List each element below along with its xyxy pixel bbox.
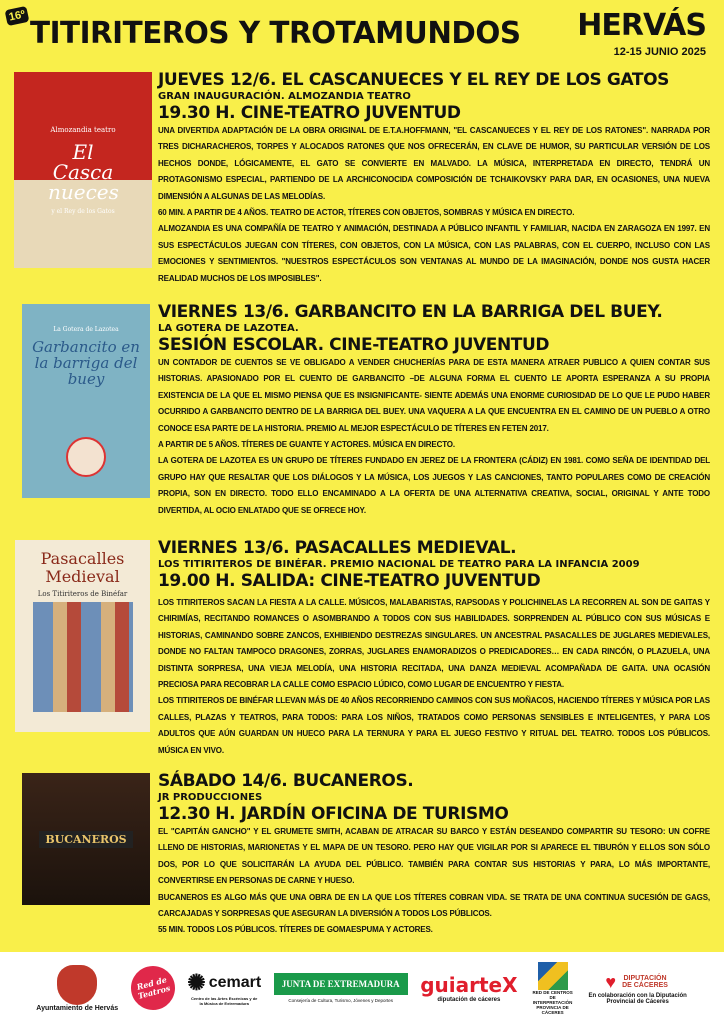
poster-company: La Gotera de Lazotea — [53, 325, 119, 333]
logo-red-de-teatros — [131, 966, 175, 1010]
company-description: LOS TITIRITEROS DE BINÉFAR LLEVAN MÁS DE 40 AÑOS RECORRIENDO CAMINOS CON SUS MOÑACOS, HACIENDO TÍTERES Y MÚSICA POR LAS CALLES, PLAZAS Y TEATROS, PARA TODOS: PARA LOS NIÑOS, TRATADOS COMO PERSONAS SENSIBLES E INTELIGENTES, Y PARA LOS ADULTOS QUE AÚN GUARDAN UN HUECO PARA LA TERNURA Y PARA EL JUEGO FESTIVO Y RITUAL DEL TEATRO. TODOS LOS PÚBLICOS. MÚSICA EN VIVO. — [158, 696, 710, 755]
event-summary: BUCANEROS ES ALGO MÁS QUE UNA OBRA DE EN LA QUE LOS TÍTERES COBRAN VIDA. SE TRATA DE UNA CONTINUA SUCESIÓN DE GAGS, CARCAJADAS Y SORPRESAS QUE ASEGURAN LA DIVERSIÓN A TODOS LOS PÚBLICOS. — [158, 892, 710, 919]
event-subtitle: JR PRODUCCIONES — [158, 792, 263, 803]
logo-junta-extremadura — [274, 973, 408, 1003]
event-description: LOS TITIRITEROS SACAN LA FIESTA A LA CALLE. MÚSICOS, MALABARISTAS, RAPSODAS Y POLICHINELAS LA RECORREN AL SON DE GAITAS Y CHIRIMÍAS, RECITANDO ROMANCES O ASOMBRANDO A TODOS CON SUS HABILIDADES. SORPRENDEN AL PÚBLICO CON SUS MÚSICAS E HISTORIAS, CAMINANDO SOBRE ZANCOS, EXHIBIENDO DESTREZAS SINGULARES. UN ANCESTRAL PASACALLES DE JUGLARES MEDIEVALES, DONDE NO FALTAN TAMPOCO DRAGONES, ZORRAS, JUGLARES ENAMORADIZOS O PREDICADORES… EN CADA RINCÓN, O PLAZUELA, UNA DISTINTA SORPRESA, UNA VIEJA MELODÍA, UNA HISTORIA RECITADA, UNA DANZA MEDIEVAL ACOMPAÑADA DE GAITA. UNA OCASIÓN PRECIOSA PARA RECOBRAR LA CALLE COMO ESPACIO LÚDICO, COMO LUGAR DE ENCUENTRO Y FIESTA. — [158, 598, 710, 690]
logo-ayuntamiento-hervas — [36, 965, 118, 1012]
event-time-venue: 12.30 H. JARDÍN OFICINA DE TURISMO — [158, 804, 509, 824]
poster-subtitle: y el Rey de los Gatos — [51, 207, 115, 215]
logo-name: cemart — [208, 974, 262, 991]
medieval-illustration — [33, 602, 133, 712]
logo-caption: diputación de cáceres — [437, 997, 501, 1003]
diputacion-emblem-icon: ♥ — [605, 971, 617, 992]
logo-caption: Ayuntamiento de Hervás — [36, 1004, 119, 1012]
poster-subtitle: Los Titiriteros de Binéfar — [37, 590, 128, 598]
event-heading: VIERNES 13/6. PASACALLES MEDIEVAL. — [158, 538, 517, 558]
event-subtitle: GRAN INAUGURACIÓN. ALMOZANDIA TEATRO — [158, 91, 411, 102]
red-centros-icon — [538, 962, 568, 990]
festival-title: TITIRITEROS Y TROTAMUNDOS — [30, 16, 521, 51]
event-poster-image — [15, 540, 150, 732]
event-description: UN CONTADOR DE CUENTOS SE VE OBLIGADO A VENDER CHUCHERÍAS PARA DE ESTA MANERA ATRAER PUBLICO A QUIEN CONTAR SUS HISTORIAS. APASIONADO POR EL CUENTO DE GARBANCITO –DE ALGUNA FORMA EL CUENTO LE APORTA ESPERANZA A SU PROPIA EXISTENCIA DE LA QUE EL MISMO PIENSA QUE ES INSIGNIFICANTE- SIENTE ADEMÁS UNA ENORME CURIOSIDAD DE LO QUE LE PUDO HABER OCURRIDO A GARBANCITO DENTRO DE LA BARRIGA DEL BUEY. UNA VAQUERA A LA QUE ENCUENTRA EN EL CAMINO DE UN PUEBLO A OTRO CONOCE ESA PARTE DE LA HISTORIA. PREMIO AL MEJOR ESPECTÁCULO DE TÍTERES EN FETEN 2017. — [158, 358, 710, 433]
festival-dates: 12-15 JUNIO 2025 — [613, 46, 706, 58]
event-description: UNA DIVERTIDA ADAPTACIÓN DE LA OBRA ORIGINAL DE E.T.A.HOFFMANN, "EL CASCANUECES Y EL REY DE LOS RATONES". NARRADA POR TRES DICHARACHEROS, TORPES Y ALOCADOS RATONES QUE NOS OFRECERÁN, EN CLAVE DE HUMOR, SU PARTICULAR VERSIÓN DE LOS HECHOS DONDE, LÓGICAMENTE, EL GATO SE CONVIERTE EN MALVADO. LA MÚSICA, INTERPRETADA EN DIRECTO, TENDRÁ UN PROTAGONISMO ESPECIAL, PARTIENDO DE LA ARCHICONOCIDA COMPOSICIÓN DE TCHAIKOVSKY PARA DAR, EN OCASIONES, UNA NUEVA DIMENSIÓN A ALGUNAS DE LAS MELODÍAS. — [158, 126, 710, 201]
logo-diputacion-caceres — [588, 972, 688, 1005]
poster-title: BUCANEROS — [39, 831, 132, 848]
event-poster-image — [14, 72, 152, 268]
company-description: ALMOZANDIA ES UNA COMPAÑÍA DE TEATRO Y ANIMACIÓN, DESTINADA A PÚBLICO INFANTIL Y FAMILIAR, NACIDA EN ZARAGOZA EN 1997. EN SUS ESPECTÁCULOS JUEGAN CON TÍTERES, CON OBJETOS, CON LA MÚSICA, CON LAS PALABRAS, CON EL CUERPO, INCLUSO CON LAS EMOCIONES Y SENTIMIENTOS. "NUESTROS ESPECTÁCULOS SON VENTANAS AL MUNDO DE LA IMAGINACIÓN, DONDE NOS GUSTA HACER REALIDAD MUCHOS DE LOS IMPOSIBLES". — [158, 224, 710, 283]
event-heading: VIERNES 13/6. GARBANCITO EN LA BARRIGA DEL BUEY. — [158, 302, 663, 322]
logo-name: guiarteX — [420, 973, 518, 997]
coat-of-arms-icon — [57, 965, 97, 1005]
event-time-venue: 19.30 H. CINE-TEATRO JUVENTUD — [158, 103, 461, 123]
poster-title: Garbancito en la barriga del buey — [32, 337, 140, 388]
event-details: 60 MIN. A PARTIR DE 4 AÑOS. TEATRO DE ACTOR, TÍTERES CON OBJETOS, SOMBRAS Y MÚSICA EN DIRECTO. — [158, 208, 575, 218]
poster-title: Pasacalles Medieval — [40, 549, 125, 586]
cemart-flower-icon: ✺ — [187, 970, 206, 995]
logo-caption: En colaboración con la Diputación Provincial de Cáceres — [588, 992, 687, 1005]
logo-guiartex — [420, 973, 517, 1003]
event-description: EL "CAPITÁN GANCHO" Y EL GRUMETE SMITH, ACABAN DE ATRACAR SU BARCO Y ESTÁN DESEANDO COMPARTIR SU TESORO: UN COFRE LLENO DE HISTORIAS, MARIONETAS Y EL MAPA DE UN TESORO. PERO HAY QUE VIGILAR POR SI APARECE EL TIBURÓN Y ELLOS SON SÓLO DOS, POR LO QUE SOLICITARÁN LA AYUDA DEL PÚBLICO. TAMBIÉN PARA CONTAR SUS HISTORIAS Y PARA, LO MÁS IMPORTANTE, CONVERTIRSE EN PERSONAS DE CARNE Y HUESO. — [158, 827, 710, 886]
event-time-venue: 19.00 H. SALIDA: CINE-TEATRO JUVENTUD — [158, 571, 541, 591]
event-details: A PARTIR DE 5 AÑOS. TÍTERES DE GUANTE Y ACTORES. MÚSICA EN DIRECTO. — [158, 440, 455, 450]
logo-red-centros-interpretacion — [530, 962, 575, 1015]
town-name: HERVÁS — [577, 8, 706, 43]
logo-caption: RED DE CENTROS DE INTERPRETACIÓN PROVINCIA DE CÁCERES — [532, 989, 573, 1015]
logo-cemart — [187, 970, 261, 1006]
sponsor-logos — [0, 952, 724, 1024]
logo-caption: Red de Teatros — [135, 974, 171, 1001]
logo-name: JUNTA DE EXTREMADURA — [274, 973, 408, 995]
poster-title: El Casca nueces — [48, 139, 119, 204]
event-subtitle: LOS TITIRITEROS DE BINÉFAR. PREMIO NACIONAL DE TEATRO PARA LA INFANCIA 2009 — [158, 559, 640, 570]
event-poster-image — [22, 304, 150, 498]
edition-badge: 16º — [5, 6, 30, 26]
character-illustration — [66, 437, 106, 477]
logo-caption: Consejería de Cultura, Turismo, Jóvenes y Deportes — [288, 998, 393, 1003]
event-heading: SÁBADO 14/6. BUCANEROS. — [158, 771, 414, 791]
event-poster-image — [22, 773, 150, 905]
red-de-teatros-icon — [126, 961, 180, 1015]
event-heading: JUEVES 12/6. EL CASCANUECES Y EL REY DE LOS GATOS — [158, 70, 670, 90]
company-description: LA GOTERA DE LAZOTEA ES UN GRUPO DE TÍTERES FUNDADO EN JEREZ DE LA FRONTERA (CÁDIZ) EN 1981. COMO SEÑA DE IDENTIDAD DEL GRUPO HAY QUE RESALTAR QUE LOS DIÁLOGOS Y LA MÚSICA, LOS JUEGOS Y LAS CANCIONES, TANTO POPULARES COMO DE CREACIÓN PROPIA, SON EN DIRECTO. TODO ELLO ENCAMINADO A LA OFERTA DE UNA ALTERNATIVA CREATIVA, SOCIAL, ORIGINAL Y ANTE TODO DIVERTIDA, AL OCIO ENLATADO QUE SE OFRECE HOY. — [158, 456, 710, 515]
poster-company: Almozandia teatro — [50, 125, 116, 134]
logo-caption: Centro de las Artes Escénicas y de la Música de Extremadura — [191, 996, 258, 1006]
event-details: 55 MIN. TODOS LOS PÚBLICOS. TÍTERES DE GOMAESPUMA Y ACTORES. — [158, 925, 433, 935]
event-time-venue: SESIÓN ESCOLAR. CINE-TEATRO JUVENTUD — [158, 335, 550, 355]
event-subtitle: LA GOTERA DE LAZOTEA. — [158, 323, 299, 334]
logo-name: DIPUTACIÓN DE CÁCERES — [622, 975, 668, 989]
poster-header — [0, 0, 724, 66]
